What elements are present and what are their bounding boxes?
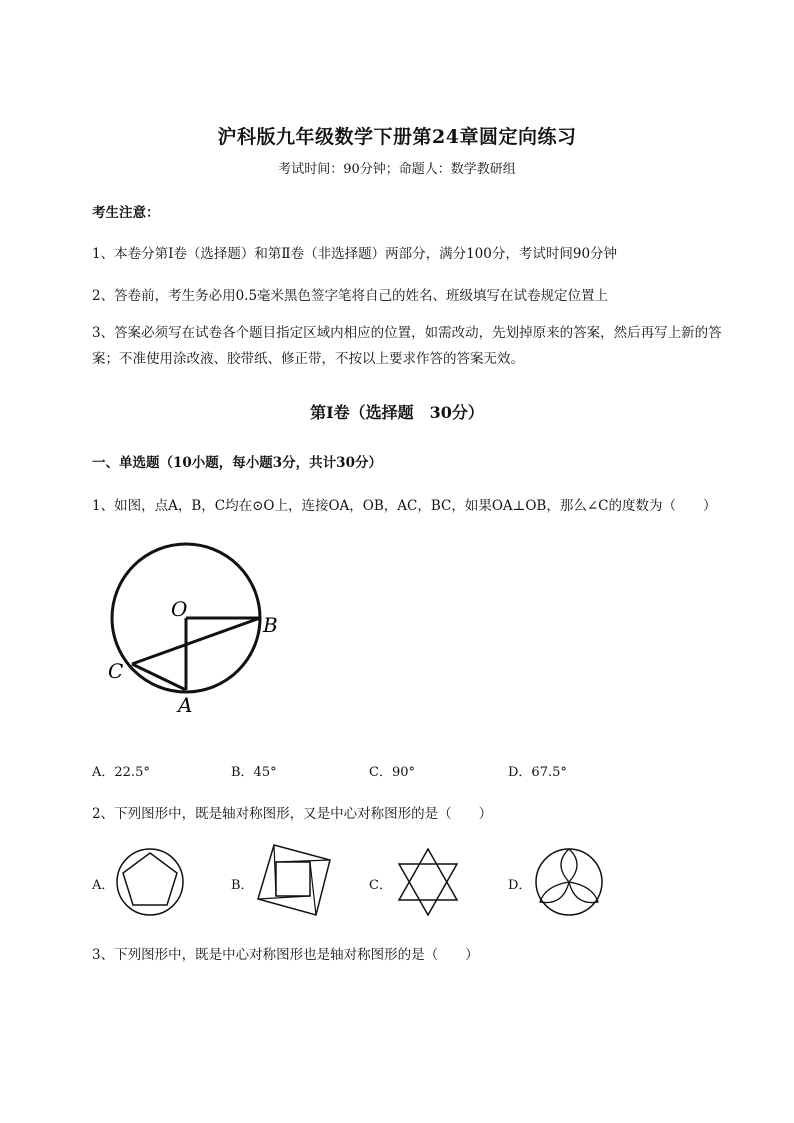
q1-option-c[interactable]: C．90° (369, 765, 415, 780)
figure-label-o: O (171, 597, 188, 621)
part-heading: 一、单选题（10小题，每小题3分，共计30分） (92, 455, 382, 471)
notice-item-2: 2、答卷前，考生务必用0.5毫米黑色签字笔将自己的姓名、班级填写在试卷规定位置上 (92, 288, 609, 304)
question-2-text: 2、下列图形中，既是轴对称图形，又是中心对称图形的是（ ） (92, 806, 493, 822)
pentagon-in-circle-icon[interactable] (114, 846, 186, 918)
notice-heading: 考生注意： (92, 205, 160, 221)
figure-label-b: B (263, 613, 278, 637)
question-3-text: 3、下列图形中，既是中心对称图形也是轴对称图形的是（ ） (92, 947, 479, 963)
q1-option-a[interactable]: A．22.5° (92, 765, 150, 780)
page-title: 沪科版九年级数学下册第24章圆定向练习 (217, 126, 577, 148)
notice-item-1: 1、本卷分第I卷（选择题）和第Ⅱ卷（非选择题）两部分，满分100分，考试时间90分钟 (92, 246, 618, 262)
question-1-figure (95, 540, 295, 725)
q2-option-b-label[interactable]: B． (231, 878, 254, 893)
figure-label-c: C (108, 659, 124, 683)
rotated-squares-icon[interactable] (254, 842, 334, 920)
notice-item-3: 3、答案必须写在试卷各个题目指定区域内相应的位置，如需改动，先划掉原来的答案，然后再写上新的答案；不准使用涂改液、胶带纸、修正带，不按以上要求作答的答案无效。 (92, 325, 722, 367)
q2-option-c-label[interactable]: C． (369, 878, 392, 893)
q2-option-a-label[interactable]: A． (92, 878, 115, 893)
question-1-text: 1、如图，点A，B，C均在⊙O上，连接OA，OB，AC，BC，如果OA⊥OB，那么∠C的度数为（ ） (92, 498, 717, 514)
q1-option-d[interactable]: D．67.5° (508, 765, 567, 780)
page-subtitle: 考试时间：90分钟；命题人：数学教研组 (278, 162, 516, 177)
three-petal-circle-icon[interactable] (533, 846, 605, 918)
six-point-star-icon[interactable] (393, 846, 463, 918)
q2-option-d-label[interactable]: D． (508, 878, 532, 893)
figure-label-a: A (178, 693, 193, 717)
section-title: 第I卷（选择题 30分） (310, 403, 484, 422)
q1-option-b[interactable]: B．45° (231, 765, 277, 780)
